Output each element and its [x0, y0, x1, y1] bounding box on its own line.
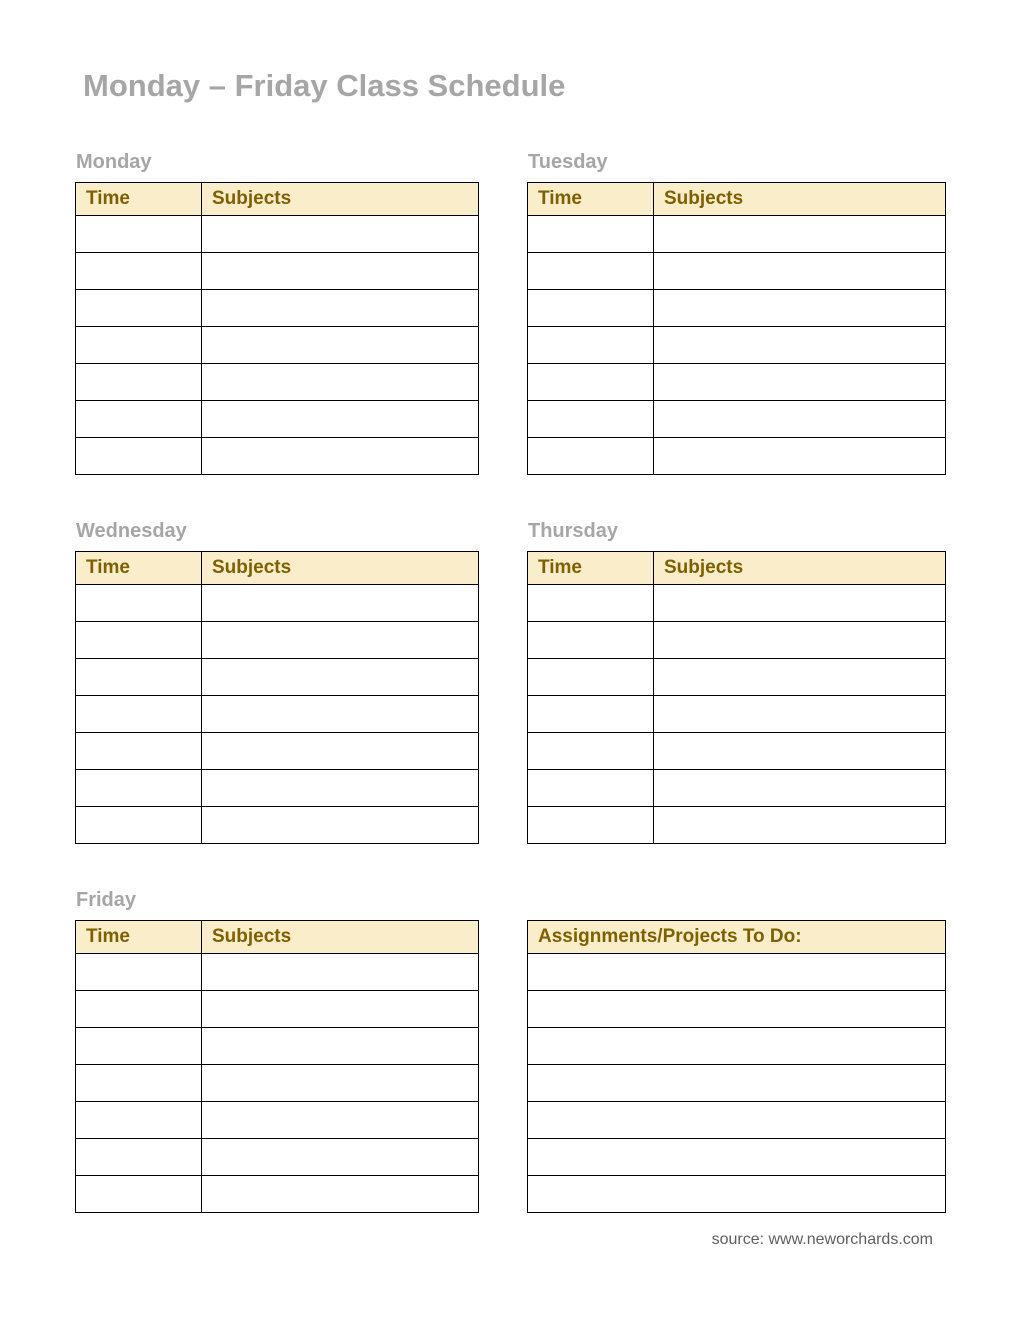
time-cell[interactable] — [76, 621, 202, 658]
subject-cell[interactable] — [654, 695, 946, 732]
section-wednesday — [75, 519, 479, 844]
friday-rows — [76, 953, 479, 1212]
table-row — [76, 732, 479, 769]
friday-table — [75, 920, 479, 1213]
subject-cell[interactable] — [654, 289, 946, 326]
assignments-rows — [528, 953, 946, 1212]
thursday-subjects-header: Subjects — [654, 551, 946, 584]
time-cell[interactable] — [528, 289, 654, 326]
table-row — [528, 732, 946, 769]
time-cell[interactable] — [76, 732, 202, 769]
assignment-cell[interactable] — [528, 1027, 946, 1064]
day-heading-wednesday: Wednesday — [76, 519, 187, 542]
time-cell[interactable] — [528, 658, 654, 695]
day-heading-tuesday: Tuesday — [528, 150, 608, 173]
table-row — [528, 252, 946, 289]
table-row — [528, 1064, 946, 1101]
time-cell[interactable] — [76, 953, 202, 990]
table-row — [528, 215, 946, 252]
time-cell[interactable] — [76, 1175, 202, 1212]
section-tuesday — [527, 150, 946, 475]
table-row — [528, 289, 946, 326]
subject-cell[interactable] — [202, 437, 479, 474]
monday-header-row — [76, 182, 479, 215]
table-row — [76, 1101, 479, 1138]
table-row — [76, 695, 479, 732]
assignment-cell[interactable] — [528, 1101, 946, 1138]
subject-cell[interactable] — [202, 215, 479, 252]
table-row — [528, 806, 946, 843]
friday-header-row — [76, 920, 479, 953]
tuesday-subjects-header: Subjects — [654, 182, 946, 215]
time-cell[interactable] — [528, 215, 654, 252]
table-row — [528, 953, 946, 990]
subject-cell[interactable] — [654, 437, 946, 474]
wednesday-time-header: Time — [76, 551, 202, 584]
table-row — [528, 621, 946, 658]
time-cell[interactable] — [528, 732, 654, 769]
time-cell[interactable] — [528, 806, 654, 843]
subject-cell[interactable] — [202, 1027, 479, 1064]
section-monday — [75, 150, 479, 475]
thursday-time-header: Time — [528, 551, 654, 584]
tuesday-header-row — [528, 182, 946, 215]
assignment-cell[interactable] — [528, 1175, 946, 1212]
time-cell[interactable] — [528, 326, 654, 363]
thursday-rows — [528, 584, 946, 843]
table-row — [76, 806, 479, 843]
table-row — [528, 437, 946, 474]
time-cell[interactable] — [528, 400, 654, 437]
tuesday-rows — [528, 215, 946, 474]
table-row — [528, 326, 946, 363]
subject-cell[interactable] — [654, 806, 946, 843]
subject-cell[interactable] — [654, 658, 946, 695]
monday-table — [75, 182, 479, 475]
table-row — [76, 1027, 479, 1064]
assignment-cell[interactable] — [528, 953, 946, 990]
wednesday-subjects-header: Subjects — [202, 551, 479, 584]
time-cell[interactable] — [76, 289, 202, 326]
section-friday — [75, 888, 479, 1213]
section-thursday — [527, 519, 946, 844]
table-row — [76, 953, 479, 990]
assignment-cell[interactable] — [528, 1138, 946, 1175]
time-cell[interactable] — [76, 1027, 202, 1064]
table-row — [528, 584, 946, 621]
assignment-cell[interactable] — [528, 990, 946, 1027]
time-cell[interactable] — [528, 769, 654, 806]
subject-cell[interactable] — [654, 326, 946, 363]
time-cell[interactable] — [76, 584, 202, 621]
tuesday-table — [527, 182, 946, 475]
time-cell[interactable] — [76, 658, 202, 695]
subject-cell[interactable] — [202, 769, 479, 806]
page-title: Monday – Friday Class Schedule — [83, 68, 566, 103]
monday-subjects-header: Subjects — [202, 182, 479, 215]
subject-cell[interactable] — [202, 1138, 479, 1175]
time-cell[interactable] — [528, 695, 654, 732]
table-row — [76, 1175, 479, 1212]
time-cell[interactable] — [76, 695, 202, 732]
time-cell[interactable] — [528, 584, 654, 621]
time-cell[interactable] — [76, 1138, 202, 1175]
wednesday-rows — [76, 584, 479, 843]
table-row — [528, 400, 946, 437]
subject-cell[interactable] — [202, 400, 479, 437]
assignment-cell[interactable] — [528, 1064, 946, 1101]
table-row — [76, 584, 479, 621]
table-row — [528, 1027, 946, 1064]
subject-cell[interactable] — [654, 400, 946, 437]
assignments-header-row — [528, 920, 946, 953]
table-row — [76, 252, 479, 289]
monday-rows — [76, 215, 479, 474]
table-row — [528, 363, 946, 400]
subject-cell[interactable] — [202, 363, 479, 400]
subject-cell[interactable] — [654, 363, 946, 400]
schedule-grid — [75, 150, 946, 1213]
monday-time-header: Time — [76, 182, 202, 215]
time-cell[interactable] — [528, 252, 654, 289]
subject-cell[interactable] — [654, 769, 946, 806]
table-row — [76, 990, 479, 1027]
table-row — [528, 695, 946, 732]
table-row — [528, 1138, 946, 1175]
wednesday-table — [75, 551, 479, 844]
time-cell[interactable] — [528, 437, 654, 474]
table-row — [528, 1101, 946, 1138]
table-row — [76, 769, 479, 806]
table-row — [76, 400, 479, 437]
assignments-header: Assignments/Projects To Do: — [528, 920, 946, 953]
table-row — [76, 215, 479, 252]
time-cell[interactable] — [76, 990, 202, 1027]
table-row — [76, 289, 479, 326]
subject-cell[interactable] — [202, 1064, 479, 1101]
time-cell[interactable] — [528, 621, 654, 658]
subject-cell[interactable] — [202, 806, 479, 843]
subject-cell[interactable] — [202, 990, 479, 1027]
thursday-table — [527, 551, 946, 844]
subject-cell[interactable] — [202, 252, 479, 289]
subject-cell[interactable] — [202, 732, 479, 769]
subject-cell[interactable] — [202, 289, 479, 326]
subject-cell[interactable] — [202, 1175, 479, 1212]
friday-subjects-header: Subjects — [202, 920, 479, 953]
table-row — [76, 363, 479, 400]
table-row — [76, 1138, 479, 1175]
time-cell[interactable] — [76, 1101, 202, 1138]
time-cell[interactable] — [76, 1064, 202, 1101]
time-cell[interactable] — [76, 437, 202, 474]
day-heading-friday: Friday — [76, 888, 137, 911]
subject-cell[interactable] — [202, 953, 479, 990]
table-row — [528, 1175, 946, 1212]
subject-cell[interactable] — [202, 695, 479, 732]
subject-cell[interactable] — [654, 584, 946, 621]
subject-cell[interactable] — [654, 252, 946, 289]
subject-cell[interactable] — [654, 732, 946, 769]
table-row — [76, 1064, 479, 1101]
subject-cell[interactable] — [202, 584, 479, 621]
subject-cell[interactable] — [202, 621, 479, 658]
day-heading-thursday: Thursday — [528, 519, 619, 542]
table-row — [76, 658, 479, 695]
time-cell[interactable] — [76, 806, 202, 843]
table-row — [76, 621, 479, 658]
subject-cell[interactable] — [202, 658, 479, 695]
time-cell[interactable] — [76, 769, 202, 806]
friday-time-header: Time — [76, 920, 202, 953]
table-row — [76, 437, 479, 474]
day-heading-monday: Monday — [76, 150, 152, 173]
time-cell[interactable] — [76, 252, 202, 289]
table-row — [528, 990, 946, 1027]
time-cell[interactable] — [76, 400, 202, 437]
subject-cell[interactable] — [654, 621, 946, 658]
subject-cell[interactable] — [654, 215, 946, 252]
tuesday-time-header: Time — [528, 182, 654, 215]
time-cell[interactable] — [76, 363, 202, 400]
subject-cell[interactable] — [202, 326, 479, 363]
table-row — [528, 658, 946, 695]
source-credit: source: www.neworchards.com — [711, 1230, 933, 1248]
assignments-table — [527, 920, 946, 1213]
wednesday-header-row — [76, 551, 479, 584]
time-cell[interactable] — [76, 326, 202, 363]
table-row — [76, 326, 479, 363]
section-assignments — [527, 920, 946, 1213]
time-cell[interactable] — [76, 215, 202, 252]
subject-cell[interactable] — [202, 1101, 479, 1138]
table-row — [528, 769, 946, 806]
time-cell[interactable] — [528, 363, 654, 400]
thursday-header-row — [528, 551, 946, 584]
